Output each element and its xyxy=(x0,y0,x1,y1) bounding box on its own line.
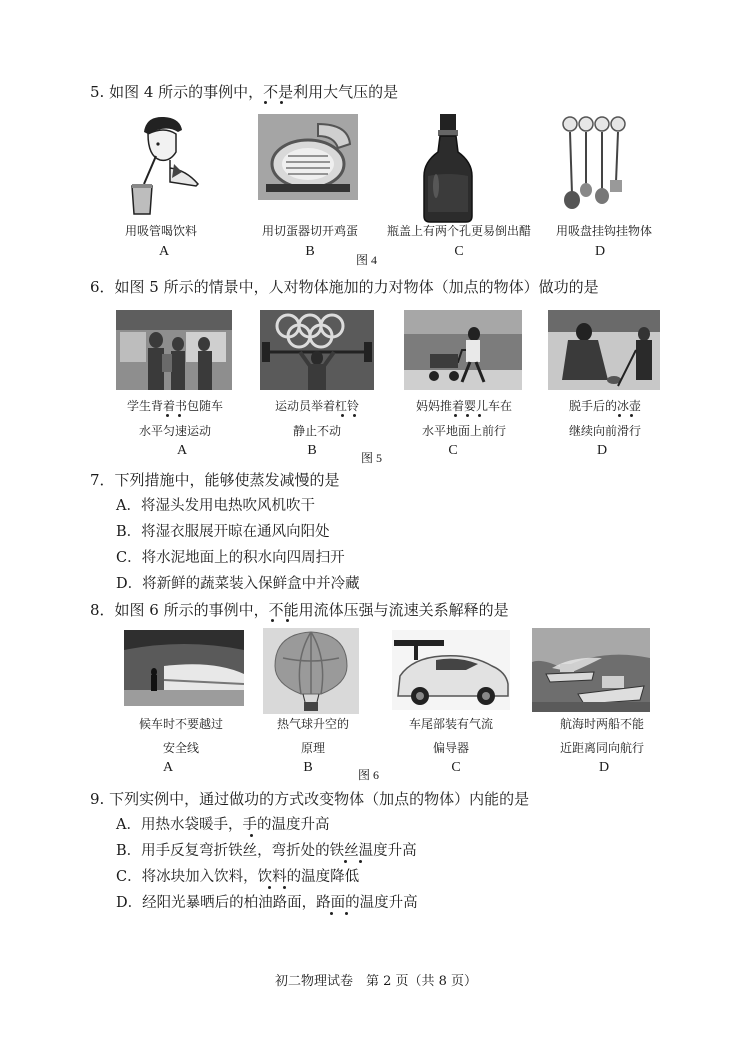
q7-stem: 7．下列措施中，能够使蒸发减慢的是 xyxy=(90,471,340,489)
emphasis-dot xyxy=(166,414,169,417)
q6-letter-a: A xyxy=(176,443,188,458)
weightlifter-image xyxy=(260,310,374,390)
q6-caption-b-line2: 静止不动 xyxy=(292,424,341,438)
boy-straw-drink-image xyxy=(126,112,202,216)
emphasis-dot xyxy=(344,860,347,863)
q8-letter-b: B xyxy=(303,760,313,775)
q6-letter-c: C xyxy=(448,443,458,458)
q8-figure-label: 图 6 xyxy=(358,768,380,782)
emphasis-dot xyxy=(618,414,621,417)
q6-caption-b-line1: 运动员举着杠铃 xyxy=(274,399,359,413)
sports-car-spoiler-image xyxy=(392,630,510,710)
suction-hooks-image xyxy=(560,114,630,212)
q7-option-c: C．将水泥地面上的积水向四周扫开 xyxy=(116,550,345,566)
q8-letter-d: D xyxy=(598,760,610,775)
emphasis-dot xyxy=(341,414,344,417)
q7-option-b: B．将湿衣服展开晾在通风向阳处 xyxy=(116,524,330,540)
q5-letter-b: B xyxy=(305,244,315,259)
q6-caption-a-line2: 水平匀速运动 xyxy=(138,424,211,438)
q6-caption-d-line1: 脱手后的冰壶 xyxy=(568,399,641,413)
emphasis-dot xyxy=(268,886,271,889)
q5-stem: 5. 如图 4 所示的事例中，不是利用大气压的是 xyxy=(90,83,399,101)
egg-slicer-image xyxy=(258,114,358,200)
q8-letter-a: A xyxy=(162,760,174,775)
emphasis-dot xyxy=(264,101,267,104)
q9-option-a: A．用热水袋暖手，手的温度升高 xyxy=(116,817,330,833)
emphasis-dot xyxy=(630,414,633,417)
emphasis-dot xyxy=(345,912,348,915)
q7-option-d: D．将新鲜的蔬菜装入保鲜盒中并冷藏 xyxy=(116,576,360,592)
q6-caption-c-line1: 妈妈推着婴儿车在 xyxy=(415,399,512,413)
stroller-image xyxy=(404,310,522,390)
q9-option-b: B．用手反复弯折铁丝，弯折处的铁丝温度升高 xyxy=(116,843,417,859)
page-footer: 初二物理试卷 第 2 页（共 8 页） xyxy=(274,974,478,989)
emphasis-dot xyxy=(280,101,283,104)
curling-image xyxy=(548,310,660,390)
q7-option-a: A．将湿头发用电热吹风机吹干 xyxy=(116,498,315,514)
emphasis-dot xyxy=(359,860,362,863)
q5-caption-d: 用吸盘挂钩挂物体 xyxy=(555,224,652,238)
emphasis-dot xyxy=(478,414,481,417)
train-platform-image xyxy=(124,630,244,706)
emphasis-dot xyxy=(250,834,253,837)
two-ships-image xyxy=(532,628,650,712)
q6-letter-b: B xyxy=(307,443,317,458)
q9-option-d: D．经阳光暴晒后的柏油路面，路面的温度升高 xyxy=(116,895,418,911)
q8-caption-d-line1: 航海时两船不能 xyxy=(559,717,644,731)
q5-letter-c: C xyxy=(454,244,464,259)
q6-figure-label: 图 5 xyxy=(361,451,383,465)
emphasis-dot xyxy=(271,619,274,622)
emphasis-dot xyxy=(466,414,469,417)
students-on-bus-image xyxy=(116,310,232,390)
q8-caption-b-line2: 原理 xyxy=(300,741,325,755)
q5-caption-c: 瓶盖上有两个孔更易倒出醋 xyxy=(386,224,531,238)
q5-letter-a: A xyxy=(158,244,170,259)
q8-caption-c-line2: 偏导器 xyxy=(432,741,469,755)
q5-letter-d: D xyxy=(594,244,606,259)
q8-stem: 8．如图 6 所示的事例中，不能用流体压强与流速关系解释的是 xyxy=(90,601,509,619)
q8-caption-a-line2: 安全线 xyxy=(162,741,199,755)
q8-caption-b-line1: 热气球升空的 xyxy=(276,717,349,731)
emphasis-dot xyxy=(454,414,457,417)
q9-stem: 9. 下列实例中，通过做功的方式改变物体（加点的物体）内能的是 xyxy=(90,790,530,808)
q6-caption-d-line2: 继续向前滑行 xyxy=(568,424,641,438)
q6-stem: 6．如图 5 所示的情景中，人对物体施加的力对物体（加点的物体）做功的是 xyxy=(90,278,599,296)
emphasis-dot xyxy=(353,414,356,417)
emphasis-dot xyxy=(286,619,289,622)
q8-letter-c: C xyxy=(451,760,461,775)
q8-caption-c-line1: 车尾部装有气流 xyxy=(408,717,493,731)
q6-caption-c-line2: 水平地面上前行 xyxy=(421,424,506,438)
q5-figure-label: 图 4 xyxy=(356,253,378,267)
vinegar-bottle-image xyxy=(420,112,476,224)
q8-caption-a-line1: 候车时不要越过 xyxy=(138,717,223,731)
emphasis-dot xyxy=(283,886,286,889)
q6-letter-d: D xyxy=(596,443,608,458)
hot-air-balloon-image xyxy=(263,628,359,714)
q5-caption-b: 用切蛋器切开鸡蛋 xyxy=(261,224,358,238)
q8-caption-d-line2: 近距离同向航行 xyxy=(559,741,644,755)
q9-option-c: C．将冰块加入饮料，饮料的温度降低 xyxy=(116,869,360,885)
emphasis-dot xyxy=(178,414,181,417)
q5-caption-a: 用吸管喝饮料 xyxy=(124,224,197,238)
emphasis-dot xyxy=(330,912,333,915)
q6-caption-a-line1: 学生背着书包随车 xyxy=(126,399,223,413)
